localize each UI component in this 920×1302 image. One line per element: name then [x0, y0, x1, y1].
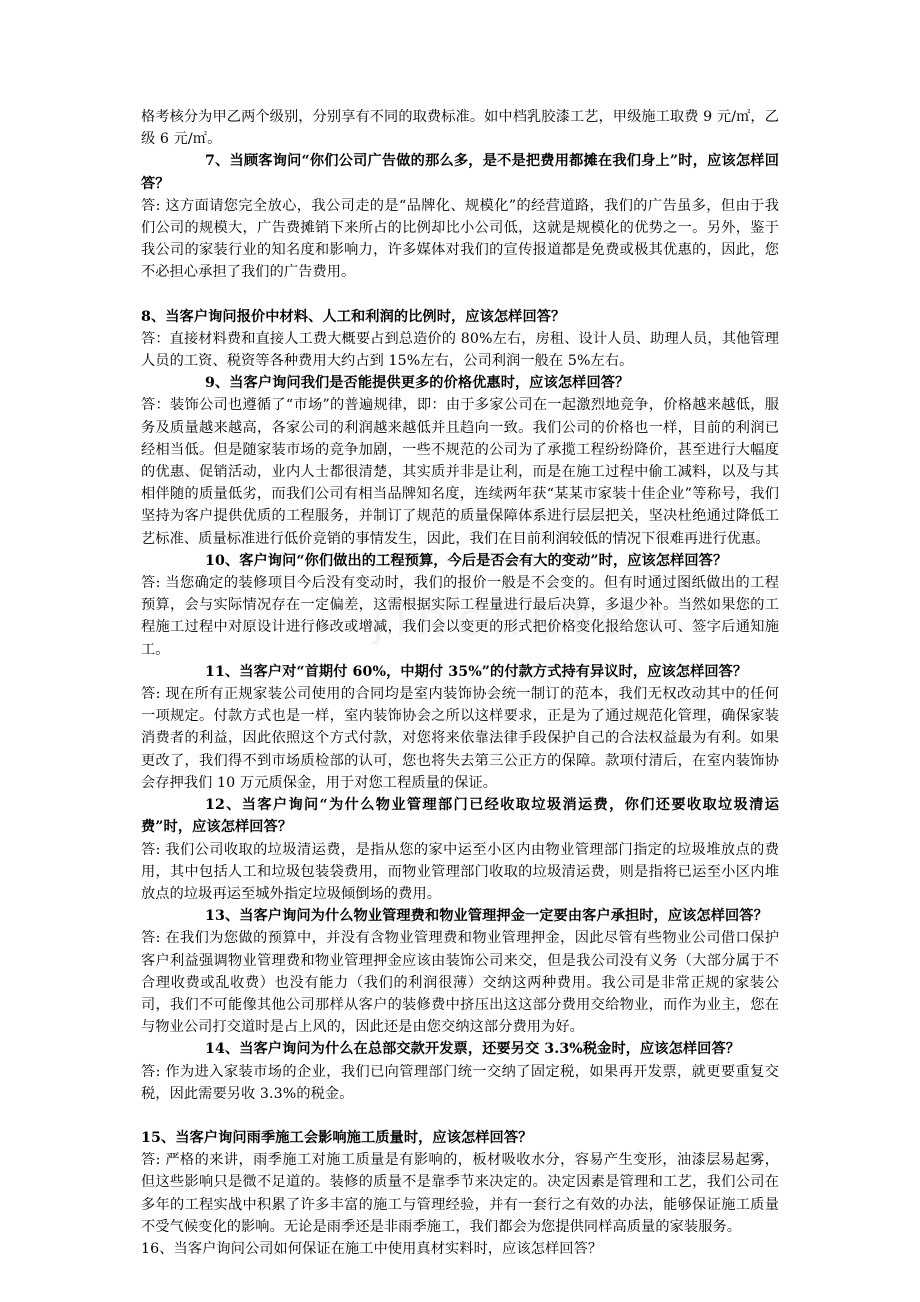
answer-paragraph: 答：直接材料费和直接人工费大概要占到总造价的 80%左右，房租、设计人员、助理人员，其他管理人员的工资、税资等各种费用大约占到 15%左右，公司利润一般在 5%左右。: [141, 330, 779, 370]
answer-paragraph: 答: 作为进入家装市场的企业，我们已向管理部门统一交纳了固定税，如果再开发票，就更要重复交税，因此需要另收 3.3%的税金。: [141, 1063, 779, 1102]
answer-paragraph: 格考核分为甲乙两个级别，分别享有不同的取费标准。如中档乳胶漆工艺，甲级施工取费 9 元/㎡，乙级 6 元/㎡。: [141, 109, 779, 148]
answer-paragraph: 答: 在我们为您做的预算中，并没有含物业管理费和物业管理押金，因此尽管有些物业公司借口保护客户利益强调物业管理费和物业管理押金应该由装饰公司来交，但是我公司没有义务（大部分属于不合理收费或乱收费）也没有能力（我们的利润很薄）交纳这两种费用。我公司是非常正规的家装公司，我们不可能像其他公司那样从客户的装修费中挤压出这这部分费用交给物业，而作为业主，您在与物业公司打交道时是占上风的，因此还是由您交纳这部分费用为好。: [141, 930, 779, 1036]
blank-line: [141, 284, 779, 306]
question-heading: 9、当客户询问我们是否能提供更多的价格优惠时，应该怎样回答？: [205, 375, 630, 392]
answer-paragraph: 答: 当您确定的装修项目今后没有变动时，我们的报价一般是不会变的。但有时通过图纸做出的工程预算，会与实际情况存在一定偏差，这需根据实际工程量进行最后决算，多退少补。当然如果您的工程施工过程中对原设计进行修改或增减，我们会以变更的形式把价格变化报给您认可、签字后通知施工。: [141, 575, 779, 658]
question-heading: 7、当顾客询问“你们公司广告做的那么多，是不是把费用都摊在我们身上”时，应该怎样回答？: [141, 153, 779, 192]
question-heading: 14、当客户询问为什么在总部交款开发票，还要另交 3.3%税金时，应该怎样回答？: [205, 1041, 741, 1058]
question-heading: 8、当客户询问报价中材料、人工和利润的比例时，应该怎样回答？: [141, 308, 566, 325]
answer-paragraph: 答: 严格的来讲，雨季施工对施工质量是有影响的，板材吸收水分，容易产生变形，油漆层易起雾，但这些影响只是微不足道的。装修的质量不是靠季节来决定的。决定因素是管理和工艺，我们公司在多年的工程实战中积累了许多丰富的施工与管理经验，并有一套行之有效的办法，能够保证施工质量不受气候变化的影响。无论是雨季还是非雨季施工，我们都会为您提供同样高质量的家装服务。: [141, 1152, 779, 1235]
question-heading: 10、客户询问“你们做出的工程预算，今后是否会有大的变动”时，应该怎样回答？: [205, 552, 728, 569]
question-heading: 13、当客户询问为什么物业管理费和物业管理押金一定要由客户承担时，应该怎样回答？: [205, 908, 768, 925]
answer-paragraph: 答: 我们公司收取的垃圾清运费，是指从您的家中运至小区内由物业管理部门指定的垃圾堆放点的费用，其中包括人工和垃圾包装袋费用，而物业管理部门收取的垃圾清运费，则是指将已运至小区内堆放点的垃圾再运至城外指定垃圾倾倒场的费用。: [141, 841, 779, 902]
question-heading: 11、当客户对“首期付 60%，中期付 35%”的付款方式持有异议时，应该怎样回答？: [205, 663, 748, 680]
question-heading: 15、当客户询问雨季施工会影响施工质量时，应该怎样回答？: [141, 1129, 533, 1146]
answer-paragraph: 答：装饰公司也遵循了“市场”的普遍规律，即：由于多家公司在一起激烈地竞争，价格越来越低，服务及质量越来越高，各家公司的利润越来越低并且趋向一致。我们公司的价格也一样，目前的利润已经相当低。但是随家装市场的竞争加剧，一些不规范的公司为了承揽工程纷纷降价，甚至进行大幅度的优惠、促销活动，业内人士都很清楚，其实质并非是让利，而是在施工过程中偷工减料，以及与其相伴随的质量低劣，而我们公司有相当品牌知名度，连续两年获“某某市家装十佳企业”等称号，我们坚持为客户提供优质的工程服务，并制订了规范的质量保障体系进行层层把关，坚决杜绝通过降低工艺标准、质量标准进行低价竞销的事情发生，因此，我们在目前利润较低的情况下很难再进行优惠。: [141, 397, 779, 547]
question-heading: 12、当客户询问“为什么物业管理部门已经收取垃圾消运费，你们还要收取垃圾清运费”时，应该怎样回答？: [141, 797, 779, 836]
answer-paragraph: 答: 这方面请您完全放心，我公司走的是“品牌化、规模化”的经营道路，我们的广告虽多，但由于我们公司的规模大，广告费摊销下来所占的比例却比小公司低，这就是规模化的优势之一。另外，鉴于我公司的家装行业的知名度和影响力，许多媒体对我们的宣传报道都是免费或极其优惠的，因此，您不必担心承担了我们的广告费用。: [141, 197, 779, 281]
blank-line: [141, 1105, 779, 1127]
document-body: [141, 106, 779, 1260]
answer-paragraph: 答: 现在所有正规家装公司使用的合同均是室内装饰协会统一制订的范本，我们无权改动其中的任何一项规定。付款方式也是一样，室内装饰协会之所以这样要求，正是为了通过规范化管理，确保家装消费者的利益，因此依照这个方式付款，对您将来依靠法律手段保护自己的合法权益最为有利。如果更改了，我们得不到市场质检部的认可，您也将失去第三公正方的保障。款项付清后，在室内装饰协会存押我们 10 万元质保金，用于对您工程质量的保证。: [141, 686, 779, 791]
answer-paragraph: 16、当客户询问公司如何保证在施工中使用真材实料时，应该怎样回答？: [141, 1240, 603, 1257]
